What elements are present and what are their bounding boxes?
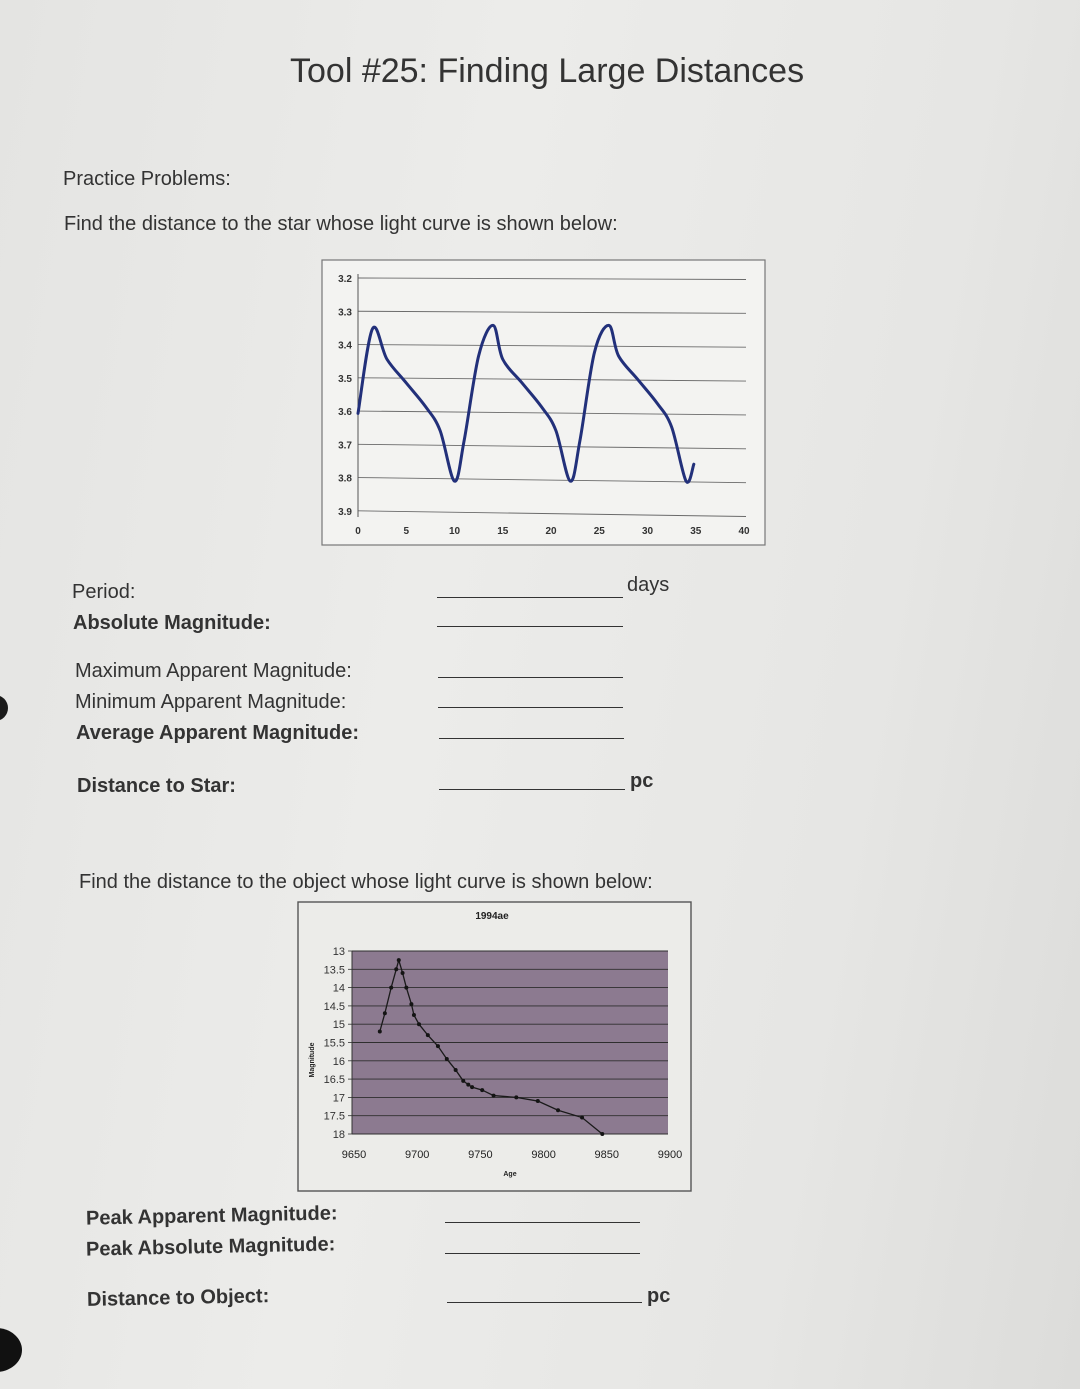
chart2-data-point [466,1083,470,1087]
chart2-data-point [397,958,401,962]
absolute-magnitude-label: Absolute Magnitude: [73,612,271,634]
chart2-data-point [536,1099,540,1103]
peak-absolute-label: Peak Absolute Magnitude: [85,1233,336,1261]
chart2-data-point [409,1002,413,1006]
distance-star-unit: pc [630,770,654,792]
chart1-y-tick-label: 3.5 [338,373,352,385]
chart2-x-tick-label: 9850 [594,1149,620,1161]
peak-absolute-answer-line[interactable] [445,1253,640,1254]
light-curve-chart [320,258,768,550]
chart2-data-point [445,1057,449,1061]
peak-apparent-label: Peak Apparent Magnitude: [85,1202,338,1230]
chart2-x-axis-label: Age [503,1171,517,1178]
chart2-y-tick-label: 16.5 [323,1074,345,1087]
chart1-x-tick-label: 25 [593,526,605,537]
chart1-frame [322,260,765,545]
peak-apparent-answer-line[interactable] [445,1222,640,1223]
avg-apparent-answer-line[interactable] [439,738,624,739]
distance-star-answer-line[interactable] [439,789,625,790]
chart1-x-tick-label: 35 [690,526,702,537]
supernova-light-curve-chart [296,900,694,1194]
chart1-x-tick-label: 40 [738,526,750,537]
chart1-x-tick-label: 5 [403,526,410,537]
chart2-data-point [470,1085,474,1089]
chart2-x-tick-label: 9650 [341,1149,367,1161]
period-unit: days [627,574,670,596]
absolute-magnitude-answer-line[interactable] [437,626,623,627]
chart1-x-tick-label: 10 [448,526,461,537]
chart2-data-point [436,1044,440,1048]
chart2-title: 1994ae [475,911,509,922]
chart2-data-point [401,971,405,975]
chart2-data-point [580,1116,584,1120]
chart2-y-tick-label: 16 [332,1055,345,1068]
chart1-y-tick-label: 3.2 [338,274,352,285]
chart1-y-tick-label: 3.3 [338,307,352,319]
chart2-y-tick-label: 17.5 [323,1110,345,1123]
distance-object-label: Distance to Object: [86,1285,270,1311]
chart2-data-point [417,1022,421,1026]
chart2-y-tick-label: 14 [332,982,345,995]
chart1-x-tick-label: 15 [497,526,509,537]
chart2-y-tick-label: 13.5 [323,964,345,977]
chart2-y-tick-label: 15.5 [323,1037,345,1050]
max-apparent-label: Maximum Apparent Magnitude: [75,660,352,682]
chart1-y-tick-label: 3.8 [338,473,352,485]
chart2-data-point [492,1094,496,1098]
chart2-data-point [394,967,398,971]
chart1-y-tick-label: 3.4 [338,340,352,352]
chart2-y-tick-labels [324,946,345,1141]
chart2-y-tick-label: 13 [332,946,345,958]
chart2-x-tick-label: 9800 [531,1149,556,1161]
chart2-data-point [514,1095,518,1099]
period-label: Period: [72,581,136,603]
practice-label: Practice Problems: [63,168,231,190]
chart2-x-tick-label: 9750 [468,1149,493,1161]
page-title: Tool #25: Finding Large Distances [290,52,805,90]
chart2-data-point [378,1030,382,1034]
chart2-y-tick-label: 14.5 [323,1000,345,1013]
distance-object-unit: pc [647,1285,671,1307]
chart2-data-point [383,1011,387,1015]
distance-star-label: Distance to Star: [77,775,236,797]
chart2-y-axis-label: Magnitude [309,1042,316,1078]
chart2-data-point [600,1132,604,1136]
page-edge-shadow [0,1328,22,1372]
chart2-data-point [426,1033,430,1037]
distance-object-answer-line[interactable] [447,1302,642,1303]
chart2-data-point [454,1068,458,1072]
chart2-data-point [404,986,408,990]
chart2-data-point [556,1108,560,1112]
chart1-x-tick-label: 30 [641,526,654,537]
chart2-data-point [389,986,393,990]
chart2-data-point [412,1013,416,1017]
chart1-y-tick-label: 3.7 [338,440,352,452]
avg-apparent-label: Average Apparent Magnitude: [76,722,359,744]
chart2-x-tick-label: 9900 [657,1149,683,1161]
chart1-y-tick-label: 3.6 [338,407,352,419]
problem1-prompt: Find the distance to the star whose light curve is shown below: [64,213,618,235]
chart1-y-tick-label: 3.9 [338,506,352,518]
min-apparent-label: Minimum Apparent Magnitude: [75,691,347,713]
chart2-y-tick-label: 17 [332,1092,345,1105]
page-edge-shadow [0,695,8,721]
chart1-x-tick-label: 0 [355,526,361,537]
chart2-x-tick-label: 9700 [404,1149,430,1161]
chart2-y-tick-label: 15 [332,1019,345,1032]
problem2-prompt: Find the distance to the object whose light curve is shown below: [79,871,653,893]
max-apparent-answer-line[interactable] [438,677,623,678]
chart2-data-point [461,1079,465,1083]
period-answer-line[interactable] [437,597,623,598]
min-apparent-answer-line[interactable] [438,707,623,708]
chart2-data-point [480,1088,484,1092]
chart1-x-tick-label: 20 [545,526,557,537]
chart2-y-tick-label: 18 [332,1129,345,1141]
